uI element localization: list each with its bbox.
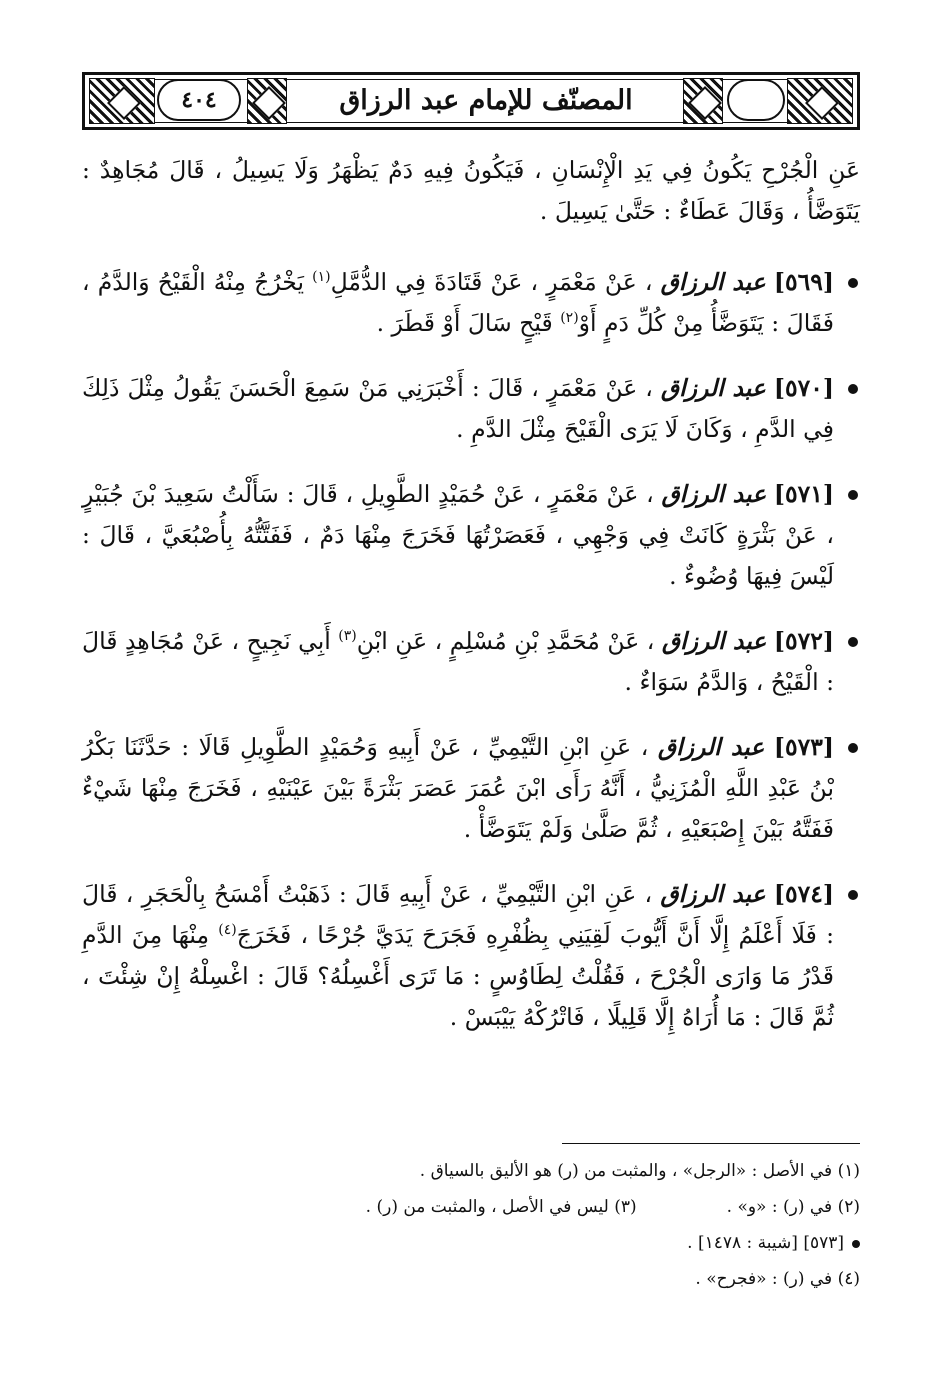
hadith-number: [٥٦٩] (773, 268, 834, 296)
bullet-icon (848, 743, 858, 753)
reference-note (82, 1228, 860, 1258)
hadith-text: أَبِي نَجِيحٍ ، عَنْ مُجَاهِدٍ قَالَ : الْقَيْحُ ، وَالدَّمُ سَوَاءٌ . (82, 627, 834, 696)
ornament-right-outer (787, 78, 853, 124)
ornament-right-inner (683, 78, 723, 124)
footnote-ref: (٢) (560, 310, 579, 327)
hadith-570 (82, 368, 860, 450)
narrator: عبد الرزاق (660, 880, 766, 908)
hadith-number: [٥٧١] (773, 480, 834, 508)
narrator: عبد الرزاق (661, 627, 767, 655)
bullet-icon (848, 384, 858, 394)
footnote-divider (562, 1143, 860, 1144)
narrator: عبد الرزاق (660, 374, 766, 402)
bullet-icon (848, 637, 858, 647)
hadith-text: مِنْهَا مِنَ الدَّمِ قَدْرُ مَا وَارَى الْجُرْحَ ، فَقُلْتُ لِطَاوُسٍ : مَا تَرَى أَغْسِلُهُ؟ قَالَ : اغْسِلْهُ إِنْ شِئْتَ ، ثُمَّ قَالَ : مَا أُرَاهُ إِلَّا قَلِيلًا ، فَاتْرُكْهُ يَيْبَسْ . (82, 921, 834, 1031)
main-text (82, 150, 860, 1062)
footnote-ref: (٤) (218, 922, 237, 939)
hadith-text: يَخْرُجُ مِنْهُ الْقَيْحُ وَالدَّمُ ، فَقَالَ : يَتَوَضَّأُ مِنْ كُلِّ دَمٍ أَوْ (82, 268, 834, 337)
narrator: عبد الرزاق (657, 733, 765, 761)
bullet-icon (848, 490, 858, 500)
footnote-1: (١) في الأصل : «الرجل» ، والمثبت من (ر) هو الأليق بالسياق . (419, 1161, 860, 1181)
hadith-number: [٥٧٢] (773, 627, 834, 655)
footnote-row (82, 1192, 860, 1222)
hadith-571 (82, 474, 860, 597)
page-title: المصنّف للإمام عبد الرزاق (339, 84, 633, 116)
bullet-icon (848, 890, 858, 900)
page-number: ٤٠٤ (157, 79, 241, 121)
page-header (82, 72, 860, 130)
hadith-569 (82, 262, 860, 344)
hadith-572 (82, 621, 860, 703)
narrator: عبد الرزاق (661, 480, 767, 508)
hadith-number: [٥٧٠] (773, 374, 834, 402)
hadith-text: ، عَنِ ابْنِ التَّيْمِيِّ ، عَنْ أَبِيهِ وَحُمَيْدٍ الطَّوِيلِ قَالَا : حَدَّثَنَا بَكْرُ بْنُ عَبْدِ اللَّهِ الْمُزَنِيُّ ، أَنَّهُ رَأَى ابْنَ عُمَرَ عَصَرَ بَثْرَةً بَيْنَ عَيْنَيْهِ ، فَخَرَجَ مِنْهَا شَيْءٌ فَفَتَّهُ بَيْنَ إِصْبَعَيْهِ ، ثُمَّ صَلَّىٰ وَلَمْ يَتَوَضَّأْ . (82, 733, 834, 843)
book-seal-logo (727, 79, 785, 121)
hadith-text: ، عَنْ مَعْمَرٍ ، عَنْ حُمَيْدٍ الطَّوِيلِ ، قَالَ : سَأَلْتُ سَعِيدَ بْنَ جُبَيْرٍ ، عَنْ بَثْرَةٍ كَانَتْ فِي وَجْهِي ، فَعَصَرْتُهَا فَخَرَجَ مِنْهَا دَمٌ ، فَفَتَّتُّهُ بِأُصْبُعَيَّ ، قَالَ : لَيْسَ فِيهَا وُضُوءٌ . (82, 480, 834, 590)
footnotes (82, 1156, 860, 1300)
ornament-left-inner (247, 78, 287, 124)
reference-text: [٥٧٣] [شيبة : ١٤٧٨] . (687, 1233, 844, 1253)
footnote-2: (٢) في (ر) : «و» . (726, 1197, 860, 1217)
footnote-4: (٤) في (ر) : «فجرح» . (695, 1269, 860, 1289)
bullet-icon (848, 278, 858, 288)
hadith-574 (82, 874, 860, 1038)
hadith-text: ، عَنْ مَعْمَرٍ ، قَالَ : أَخْبَرَنِي مَنْ سَمِعَ الْحَسَنَ يَقُولُ مِثْلَ ذَلِكَ فِي الدَّمِ ، وَكَانَ لَا يَرَى الْقَيْحَ مِثْلَ الدَّمِ . (82, 374, 834, 443)
hadith-text: ، عَنِ ابْنِ التَّيْمِيِّ ، عَنْ أَبِيهِ قَالَ : ذَهَبْتُ أَمْسَحُ بِالْحَجَرِ ، قَالَ : فَلَا أَعْلَمُ إِلَّا أَنَّ أَيُّوبَ لَقِيَنِي بِظُفْرِهِ فَجَرَحَ يَدَيَّ جُرْحًا ، فَخَرَجَ (82, 880, 834, 949)
ornament-left-outer (89, 78, 155, 124)
bullet-icon (852, 1240, 860, 1248)
hadith-573 (82, 727, 860, 850)
hadith-number: [٥٧٤] (773, 880, 834, 908)
intro-paragraph: عَنِ الْجُرْحِ يَكُونُ فِي يَدِ الْإِنْسَانِ ، فَيَكُونُ فِيهِ دَمٌ يَظْهَرُ وَلَا يَسِيلُ ، قَالَ مُجَاهِدٌ : يَتَوَضَّأُ ، وَقَالَ عَطَاءٌ : حَتَّىٰ يَسِيلَ . (82, 156, 860, 225)
hadith-text: ، عَنْ مَعْمَرٍ ، عَنْ قَتَادَةَ فِي الدُّمَّلِ (330, 268, 653, 296)
footnote-3: (٣) ليس في الأصل ، والمثبت من (ر) . (365, 1197, 637, 1217)
hadith-text: قَيْحٍ سَالَ أَوْ قَطَرَ . (376, 309, 553, 337)
footnote-ref: (١) (312, 269, 331, 286)
hadith-number: [٥٧٣] (773, 733, 834, 761)
narrator: عبد الرزاق (660, 268, 766, 296)
footnote-ref: (٣) (338, 628, 357, 645)
hadith-text: ، عَنْ مُحَمَّدِ بْنِ مُسْلِمٍ ، عَنِ ابْنِ (356, 627, 655, 655)
